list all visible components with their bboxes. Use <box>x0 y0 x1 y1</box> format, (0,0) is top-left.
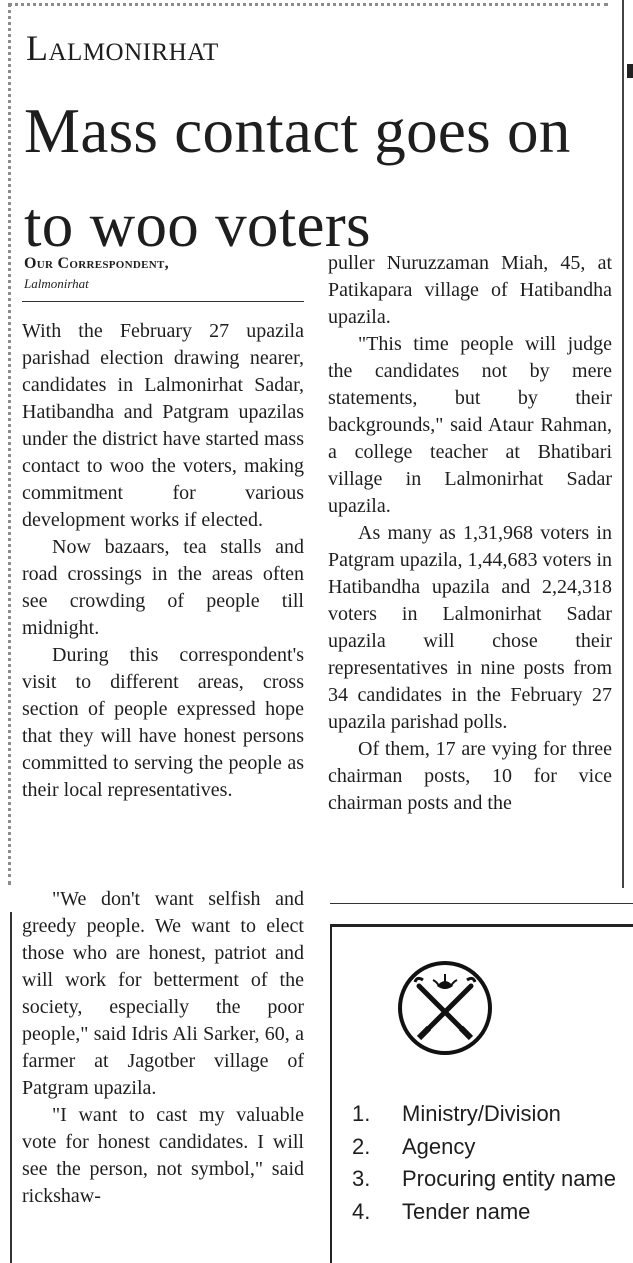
paragraph: As many as 1,31,968 voters in Patgram upazila, 1,44,683 voters in Hatibandha upazila and 2,24,318 voters in Lalmonirhat Sadar upazila will chose their representatives in nine posts from 34 candidates in the February 27 upazila parishad polls. <box>328 522 612 733</box>
government-emblem-icon <box>397 960 493 1056</box>
article-kicker: Lalmonirhat <box>26 28 219 68</box>
article-column-1 <box>22 318 304 890</box>
list-item-label: Procuring entity name <box>402 1166 616 1191</box>
paragraph: "We don't want selfish and greedy people. We want to elect those who are honest, patriot and will work for betterment of the society, especially the poor people," said Idris Ali Sarker, 60, a farmer at Jagotber village of Patgram upazila. <box>22 888 304 1099</box>
paragraph: Now bazaars, tea stalls and road crossings in the areas often see crowding of people till midnight. <box>22 536 304 639</box>
list-item-label: Ministry/Division <box>402 1101 561 1126</box>
article-column-2 <box>328 250 612 870</box>
column-rule-tick <box>627 64 633 78</box>
list-item-label: Agency <box>402 1133 476 1159</box>
paragraph: puller Nuruzzaman Miah, 45, at Patikapara village of Hatibandha upazila. <box>328 252 612 328</box>
list-item: 3. Procuring entity name <box>352 1163 616 1196</box>
byline <box>24 254 314 292</box>
article-column-1-continued <box>22 886 304 1258</box>
tender-field-list <box>352 1098 616 1228</box>
list-item: 4. Tender name <box>352 1196 616 1229</box>
byline-author: Our Correspondent, <box>24 255 169 272</box>
list-item: 1. Ministry/Division <box>352 1098 616 1131</box>
byline-dateline: Lalmonirhat <box>24 276 89 291</box>
paragraph: Of them, 17 are vying for three chairman posts, 10 for vice chairman posts and the <box>328 738 612 814</box>
paragraph: With the February 27 upazila parishad election drawing nearer, candidates in Lalmonirhat Sadar, Hatibandha and Patgram upazilas under the district have started mass contact to woo the voters, making commitment for various development works if elected. <box>22 320 304 531</box>
column-rule-left <box>10 912 12 1263</box>
list-item-label: Tender name <box>402 1198 531 1224</box>
list-item: 2. Agency <box>352 1131 616 1164</box>
advert-divider <box>330 903 633 904</box>
dotted-border-top <box>8 3 608 6</box>
byline-divider <box>22 301 304 302</box>
paragraph: "I want to cast my valuable vote for honest candidates. I will see the person, not symbol," said rickshaw- <box>22 1104 304 1207</box>
article-headline: Mass contact goes on to woo voters <box>24 96 571 260</box>
paragraph: During this correspondent's visit to different areas, cross section of people expressed hope that they will have honest persons committed to serving the people as their local representatives. <box>22 644 304 801</box>
dotted-border-left <box>8 3 11 885</box>
paragraph: "This time people will judge the candidates not by mere statements, but by their backgrounds," said Ataur Rahman, a college teacher at Bhatibari village in Lalmonirhat Sadar upazila. <box>328 333 612 517</box>
